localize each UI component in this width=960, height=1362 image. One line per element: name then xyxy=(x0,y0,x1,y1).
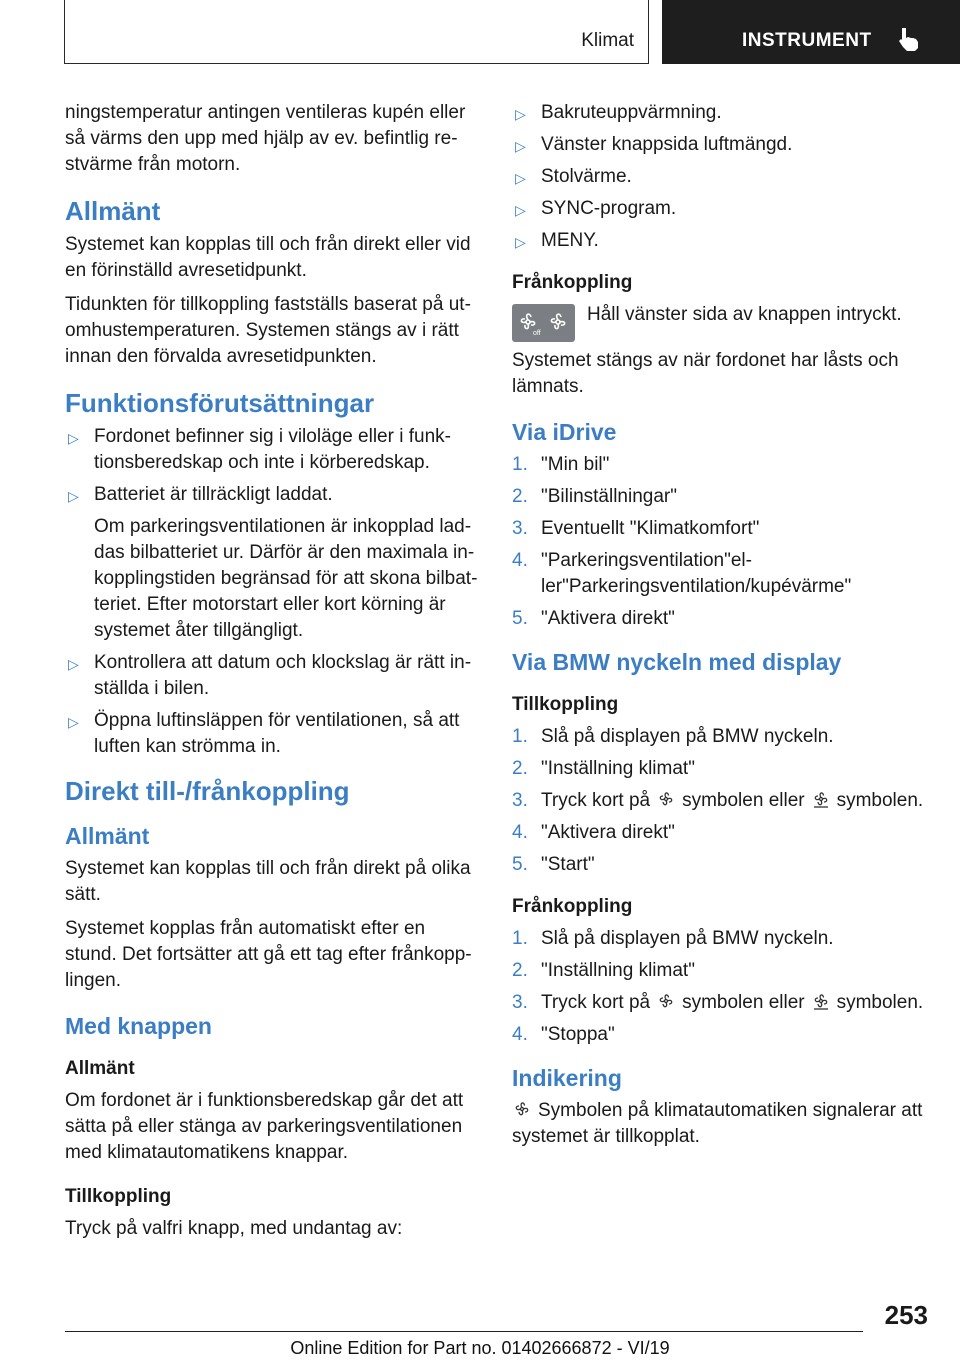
step-item: 1. Slå på displayen på BMW nyckeln. xyxy=(512,726,834,747)
paragraph: Systemet kan kopplas till och från direkt på olika sätt. xyxy=(65,858,471,905)
footer-divider xyxy=(65,1331,863,1332)
footer-edition-text: Online Edition for Part no. 01402666872 - VI/19 xyxy=(290,1338,670,1358)
intro-paragraph: ningstemperatur antingen ventileras kupén eller så värms den upp med hjälp av ev. befintlig restvärme från motorn. xyxy=(65,102,466,175)
heading-allmant: Allmänt xyxy=(65,196,161,226)
list-item: ▷ SYNC-program. xyxy=(512,196,927,222)
step-item: 4. "Parkeringsventilation"eller"Parkeringsventilation/kupévärme" xyxy=(512,550,852,597)
list-item-detail: Om parkeringsventilationen är inkopplad laddas bilbatteriet ur. Därför är den maximala inkopplingstiden begränsad för att skona bilbatteriet. Efter motorstart eller kort körning är systemet åter tillgängligt. xyxy=(94,516,478,641)
triangle-bullet-icon: ▷ xyxy=(68,488,79,504)
list-item: ▷ MENY. xyxy=(512,228,927,254)
step-item: 3. Tryck kort på symbolen eller symbolen. xyxy=(512,992,924,1013)
ventilation-fan-icon xyxy=(811,991,831,1011)
paragraph: Systemet stängs av när fordonet har låsts och lämnats. xyxy=(512,350,899,397)
header-chapter-tab xyxy=(662,0,960,64)
step-item: 4. "Stoppa" xyxy=(512,1024,615,1045)
step-item: 1. "Min bil" xyxy=(512,454,610,475)
paragraph: Systemet kopplas från automatiskt efter en stund. Det fortsätter att gå ett tag efter frånkopplingen. xyxy=(65,918,472,991)
list-item: ▷ Batteriet är tillräckligt laddat. xyxy=(65,482,480,508)
pointing-hand-icon xyxy=(898,26,920,52)
step-item: 3. Eventuellt "Klimatkomfort" xyxy=(512,518,760,539)
list-item: ▷ Kontrollera att datum och klockslag är rätt inställda i bilen. xyxy=(68,652,472,699)
triangle-bullet-icon: ▷ xyxy=(68,714,79,730)
fan-button-image xyxy=(512,304,575,342)
fan-icon xyxy=(656,789,676,809)
list-item: ▷ Stolvärme. xyxy=(512,164,927,190)
subheading-frankoppling: Frånkoppling xyxy=(512,896,633,917)
subheading-frankoppling: Frånkoppling xyxy=(512,272,633,293)
list-item: ▷ Fordonet befinner sig i viloläge eller i funktionsberedskap och inte i körberedskap. xyxy=(68,426,451,473)
page-number: 253 xyxy=(884,1300,928,1330)
triangle-bullet-icon: ▷ xyxy=(68,430,79,446)
right-column xyxy=(512,100,927,1158)
step-item: 2. "Inställning klimat" xyxy=(512,960,695,981)
heading-direkt: Direkt till-/frånkoppling xyxy=(65,776,350,806)
step-item: 1. Slå på displayen på BMW nyckeln. xyxy=(512,928,834,949)
left-column xyxy=(65,100,480,1250)
heading-med-knappen: Med knappen xyxy=(65,1013,212,1039)
paragraph: Om fordonet är i funktionsberedskap går det att sätta på eller stänga av parkeringsventilationen med klimatautomatikens knappar. xyxy=(65,1090,464,1163)
heading-via-bmw-nyckeln: Via BMW nyckeln med display xyxy=(512,649,842,675)
triangle-bullet-icon: ▷ xyxy=(515,234,526,250)
heading-direkt-allmant: Allmänt xyxy=(65,823,150,849)
fan-icon xyxy=(512,1099,532,1119)
paragraph: Tryck på valfri knapp, med undantag av: xyxy=(65,1218,403,1239)
paragraph: Systemet kan kopplas till och från direkt eller vid en förinställd avresetidpunkt. xyxy=(65,234,471,281)
triangle-bullet-icon: ▷ xyxy=(515,138,526,154)
triangle-bullet-icon: ▷ xyxy=(515,170,526,186)
heading-funktionsforutsattningar: Funktionsförutsättningar xyxy=(65,388,375,418)
list-item: ▷ Vänster knappsida luftmängd. xyxy=(512,132,927,158)
triangle-bullet-icon: ▷ xyxy=(515,106,526,122)
heading-indikering: Indikering xyxy=(512,1065,622,1091)
list-item: ▷ Bakruteuppvärmning. xyxy=(512,100,927,126)
fan-off-icon xyxy=(512,304,575,342)
ventilation-fan-icon xyxy=(811,789,831,809)
header-section-title: Klimat xyxy=(581,30,634,51)
list-item: ▷ Öppna luftinsläppen för ventilationen, så att luften kan strömma in. xyxy=(68,710,460,757)
step-item: 2. "Bilinställningar" xyxy=(512,486,677,507)
step-item: 3. Tryck kort på symbolen eller symbolen. xyxy=(512,790,924,811)
subheading-tillkoppling: Tillkoppling xyxy=(512,694,619,715)
subheading-allmant: Allmänt xyxy=(65,1058,135,1079)
step-item: 2. "Inställning klimat" xyxy=(512,758,695,779)
triangle-bullet-icon: ▷ xyxy=(68,656,79,672)
header-section-box xyxy=(64,0,649,64)
button-instruction: Håll vänster sida av knappen intryckt. xyxy=(587,304,902,325)
subheading-tillkoppling: Tillkoppling xyxy=(65,1186,172,1207)
paragraph: Symbolen på klimatautomatiken signalerar att systemet är tillkopplat. xyxy=(512,1100,923,1147)
svg-text:off: off xyxy=(533,330,541,337)
heading-via-idrive: Via iDrive xyxy=(512,419,617,445)
paragraph: Tidunkten för tillkoppling fastställs baserat på utomhustemperaturen. Systemen stängs av i rätt innan den förvalda avresetidpunkten. xyxy=(65,294,471,367)
fan-icon xyxy=(656,991,676,1011)
header-chapter-title: INSTRUMENT xyxy=(742,30,872,51)
step-item: 4. "Aktivera direkt" xyxy=(512,822,675,843)
step-item: 5. "Aktivera direkt" xyxy=(512,608,675,629)
triangle-bullet-icon: ▷ xyxy=(515,202,526,218)
step-item: 5. "Start" xyxy=(512,854,595,875)
